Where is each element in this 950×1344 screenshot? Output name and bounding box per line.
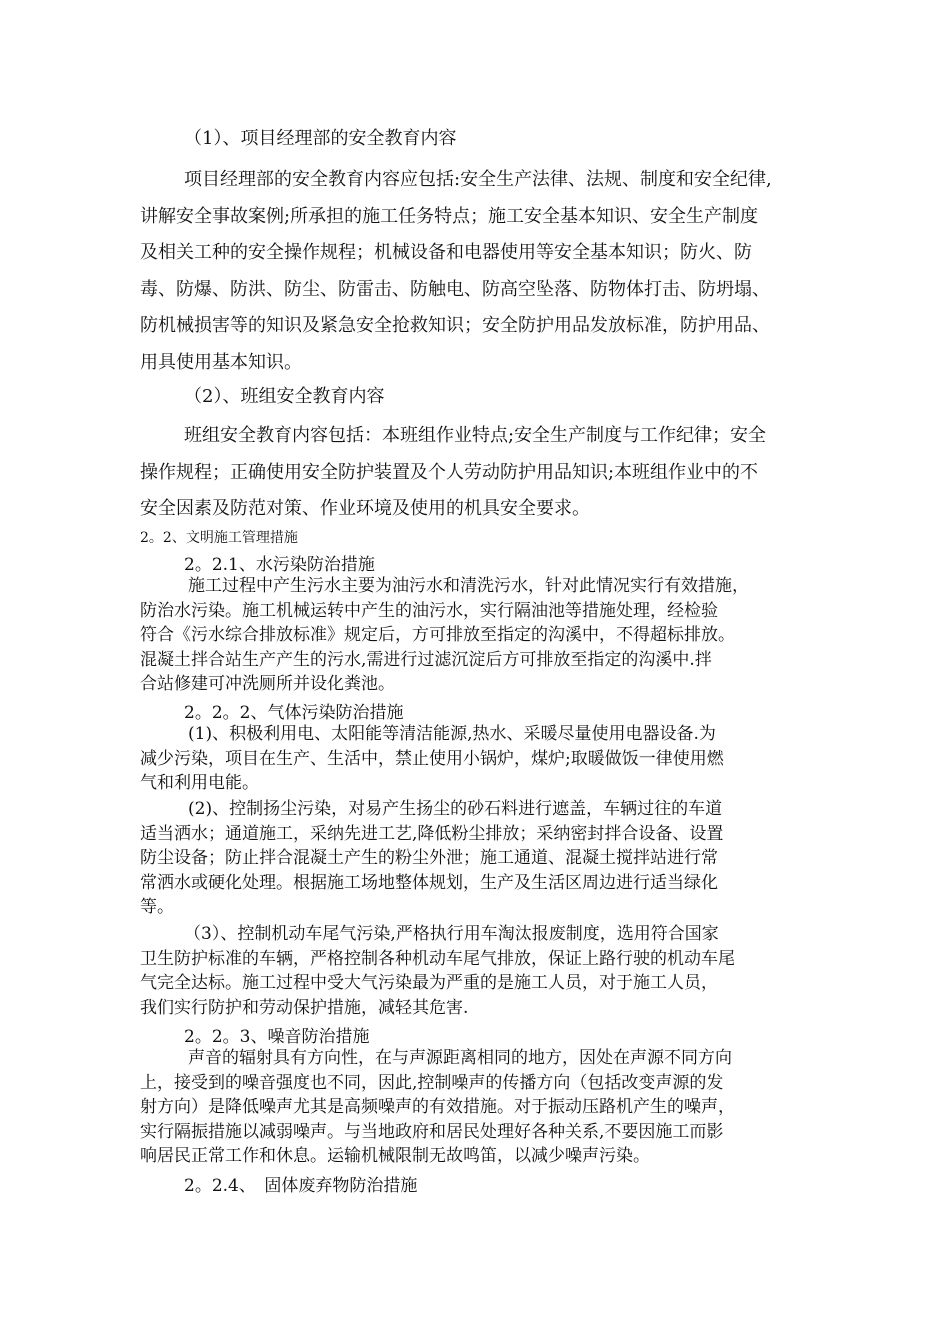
paragraph-noise-control xyxy=(140,1046,735,1169)
text-line: 射方向）是降低噪声尤其是高频噪声的有效措施。对于振动压路机产生的噪声， xyxy=(140,1097,735,1117)
text-line: 减少污染，项目在生产、生活中，禁止使用小锅炉，煤炉;取暖做饭一律使用燃 xyxy=(140,748,724,769)
text-line: 气和利用电能。 xyxy=(140,773,259,793)
text-line: 防机械损害等的知识及紧急安全抢救知识；安全防护用品发放标准，防护用品、 xyxy=(140,315,770,336)
text-line: （3）、控制机动车尾气污染,严格执行用车淘汰报废制度，选用符合国家 xyxy=(184,924,719,944)
text-line: 及相关工种的安全操作规程；机械设备和电器使用等安全基本知识；防火、防 xyxy=(140,242,752,263)
text-line: 讲解安全事故案例;所承担的施工任务特点；施工安全基本知识、安全生产制度 xyxy=(140,205,759,227)
paragraph-project-dept-education xyxy=(140,162,772,381)
text-line: 等。 xyxy=(140,897,174,917)
heading-gas-pollution: 2。2。2、气体污染防治措施 xyxy=(184,703,404,723)
text-line: 操作规程；正确使用安全防护装置及个人劳动防护用品知识;本班组作业中的不 xyxy=(140,461,759,483)
text-line: 适当洒水；通道施工，采纳先进工艺,降低粉尘排放；采纳密封拌合设备、设置 xyxy=(140,823,724,844)
text-line: 毒、防爆、防洪、防尘、防雷击、防触电、防高空坠落、防物体打击、防坍塌、 xyxy=(140,278,770,300)
heading-noise-control: 2。2。3、噪音防治措施 xyxy=(184,1027,370,1047)
heading-project-dept-education: （1）、项目经理部的安全教育内容 xyxy=(184,128,457,149)
text-line: 符合《污水综合排放标准》规定后，方可排放至指定的沟溪中，不得超标排放。 xyxy=(140,625,735,645)
heading-team-education: （2）、班组安全教育内容 xyxy=(184,386,385,407)
text-line: 实行隔振措施以减弱噪声。与当地政府和居民处理好各种关系,不要因施工而影 xyxy=(140,1121,724,1142)
text-line: 上，接受到的噪音强度也不同，因此,控制噪声的传播方向（包括改变声源的发 xyxy=(140,1072,724,1093)
text-line: (1)、积极利用电、太阳能等清洁能源,热水、采暖尽量使用电器设备.为 xyxy=(188,724,716,744)
text-line: 防治水污染。施工机械运转中产生的油污水，实行隔油池等措施处理，经检验 xyxy=(140,600,718,621)
paragraph-water-pollution xyxy=(140,574,749,697)
text-line: 我们实行防护和劳动保护措施，减轻其危害. xyxy=(140,997,469,1018)
paragraph-gas-item-3 xyxy=(140,922,735,1020)
text-line: 班组安全教育内容包括：本班组作业特点;安全生产制度与工作纪律；安全 xyxy=(184,425,767,446)
text-line: 声音的辐射具有方向性，在与声源距离相同的地方，因处在声源不同方向 xyxy=(188,1048,732,1068)
paragraph-gas-item-1 xyxy=(140,722,724,796)
text-line: 气完全达标。施工过程中受大气污染最为严重的是施工人员，对于施工人员， xyxy=(140,973,718,993)
text-line: 用具使用基本知识。 xyxy=(140,351,302,373)
text-line: 混凝土拌合站生产产生的污水,需进行过滤沉淀后方可排放至指定的沟溪中.拌 xyxy=(140,649,712,670)
text-line: 常洒水或硬化处理。根据施工场地整体规划，生产及生活区周边进行适当绿化 xyxy=(140,872,718,893)
text-line: 防尘设备；防止拌合混凝土产生的粉尘外泄；施工通道、混凝土搅拌站进行常 xyxy=(140,848,718,868)
text-line: 卫生防护标准的车辆，严格控制各种机动车尾气排放，保证上路行驶的机动车尾 xyxy=(140,948,735,969)
heading-water-pollution: 2。2.1、水污染防治措施 xyxy=(184,555,375,575)
text-line: 合站修建可冲洗厕所并设化粪池。 xyxy=(140,674,395,694)
paragraph-team-education xyxy=(140,418,766,528)
text-line: (2)、控制扬尘污染，对易产生扬尘的砂石料进行遮盖，车辆过往的车道 xyxy=(188,799,723,819)
text-line: 施工过程中产生污水主要为油污水和清洗污水，针对此情况实行有效措施， xyxy=(188,576,749,596)
text-line: 响居民正常工作和休息。运输机械限制无故鸣笛，以减少噪声污染。 xyxy=(140,1146,650,1166)
text-line: 安全因素及防范对策、作业环境及使用的机具安全要求。 xyxy=(140,498,590,519)
text-line: 项目经理部的安全教育内容应包括:安全生产法律、法规、制度和安全纪律, xyxy=(184,169,772,190)
heading-solid-waste: 2。2.4、 固体废弃物防治措施 xyxy=(184,1176,418,1196)
section-title-civilized-construction: 2。2、文明施工管理措施 xyxy=(140,530,298,546)
paragraph-gas-item-2 xyxy=(140,797,723,920)
